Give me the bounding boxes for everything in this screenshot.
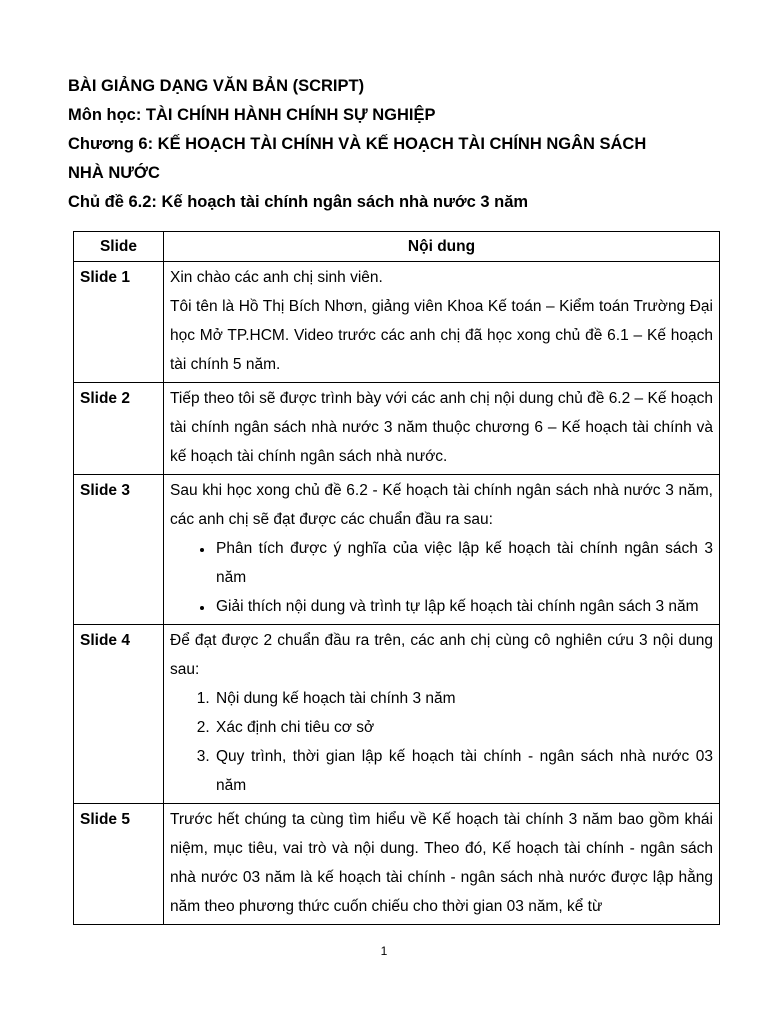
slide-content (164, 383, 720, 475)
slide-content (164, 625, 720, 804)
script-table (73, 231, 720, 925)
content-paragraph: Sau khi học xong chủ đề 6.2 - Kế hoạch tài chính ngân sách nhà nước 3 năm, các anh chị sẽ đạt được các chuẩn đầu ra sau: (170, 482, 713, 528)
table-row (74, 383, 720, 475)
chapter-title-line1: Chương 6: KẾ HOẠCH TÀI CHÍNH VÀ KẾ HOẠCH TÀI CHÍNH NGÂN SÁCH (68, 135, 647, 153)
content-paragraph: Xin chào các anh chị sinh viên. (170, 269, 383, 286)
page-number: 1 (380, 944, 388, 958)
document-header (68, 72, 718, 217)
table-row (74, 475, 720, 625)
slide-label: Slide 5 (74, 804, 164, 925)
slide-label: Slide 1 (74, 262, 164, 383)
table-header-row (74, 232, 720, 262)
column-header-slide: Slide (74, 232, 164, 262)
topic-numbered-list (170, 684, 713, 800)
lecture-type-title: BÀI GIẢNG DẠNG VĂN BẢN (SCRIPT) (68, 77, 365, 95)
table-row (74, 625, 720, 804)
slide-label: Slide 3 (74, 475, 164, 625)
table-row (74, 804, 720, 925)
content-paragraph: Trước hết chúng ta cùng tìm hiểu về Kế hoạch tài chính 3 năm bao gồm khái niệm, mục tiêu, vai trò và nội dung. Theo đó, Kế hoạch tài chính - ngân sách nhà nước 03 năm là kế hoạch tài chính - ngân sách nhà nước được lập hằng năm theo phương thức cuốn chiếu cho thời gian 03 năm, kể từ (170, 811, 713, 915)
content-paragraph: Tiếp theo tôi sẽ được trình bày với các anh chị nội dung chủ đề 6.2 – Kế hoạch tài chính ngân sách nhà nước 3 năm thuộc chương 6 – Kế hoạch tài chính và kế hoạch tài chính ngân sách nhà nước. (170, 390, 713, 465)
outcome-bullet-list (170, 534, 713, 621)
bullet-item: • Giải thích nội dung và trình tự lập kế hoạch tài chính ngân sách 3 năm (214, 592, 713, 621)
chapter-title-line2: NHÀ NƯỚC (68, 164, 160, 182)
topic-title: Chủ đề 6.2: Kế hoạch tài chính ngân sách nhà nước 3 năm (68, 193, 529, 211)
content-paragraph: Tôi tên là Hồ Thị Bích Nhơn, giảng viên Khoa Kế toán – Kiểm toán Trường Đại học Mở TP.HCM. Video trước các anh chị đã học xong chủ đề 6.1 – Kế hoạch tài chính 5 năm. (170, 298, 713, 373)
slide-content (164, 262, 720, 383)
slide-label: Slide 4 (74, 625, 164, 804)
table-row (74, 262, 720, 383)
numbered-item: 3. Quy trình, thời gian lập kế hoạch tài chính - ngân sách nhà nước 03 năm (214, 742, 713, 800)
slide-content (164, 804, 720, 925)
course-title: Môn học: TÀI CHÍNH HÀNH CHÍNH SỰ NGHIỆP (68, 106, 436, 124)
content-paragraph: Để đạt được 2 chuẩn đầu ra trên, các anh chị cùng cô nghiên cứu 3 nội dung sau: (170, 632, 713, 678)
slide-label: Slide 2 (74, 383, 164, 475)
bullet-item: • Phân tích được ý nghĩa của việc lập kế hoạch tài chính ngân sách 3 năm (214, 534, 713, 592)
numbered-item: 2. Xác định chi tiêu cơ sở (214, 713, 713, 742)
numbered-item: 1. Nội dung kế hoạch tài chính 3 năm (214, 684, 713, 713)
slide-content (164, 475, 720, 625)
column-header-content: Nội dung (164, 232, 720, 262)
